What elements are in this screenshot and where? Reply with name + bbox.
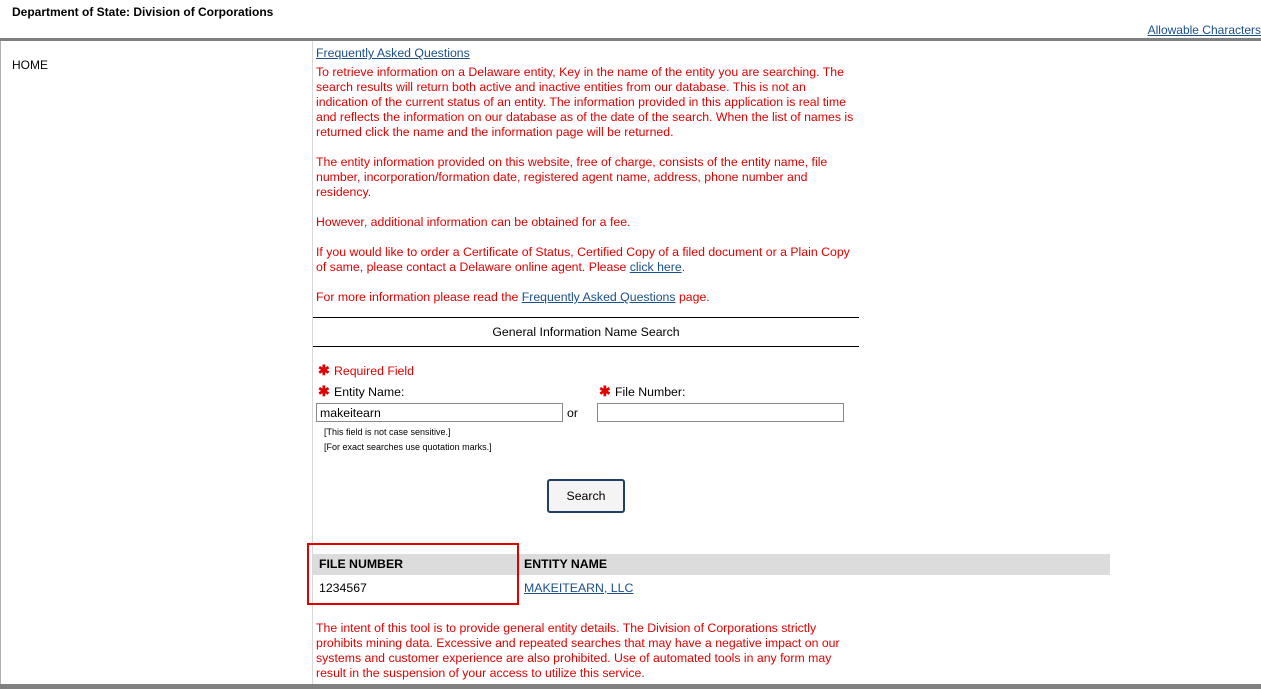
result-file-number: 1234567 [319,581,367,595]
bottom-divider [0,684,1261,689]
search-section-header [313,317,859,347]
required-asterisk-icon: ✱ [318,383,330,399]
required-asterisk-icon: ✱ [599,383,611,399]
column-header-file-number: FILE NUMBER [319,557,404,571]
required-asterisk-icon: ✱ [318,362,330,378]
entity-name-input[interactable] [316,403,563,422]
case-sensitivity-hint: [This field is not case sensitive.] [324,427,451,437]
intro-paragraph-2: The entity information provided on this website, free of charge, consists of the entity name, file number, incorporation/formation date, registered agent name, address, phone number and residency. [316,155,828,199]
page-title: Department of State: Division of Corporations [12,5,274,19]
click-here-link[interactable]: click here [629,260,682,274]
required-field-legend [318,362,414,380]
para4-end: . [681,260,686,274]
para4-text: If you would like to order a Certificate of Status, Certified Copy of a filed document or a Plain Copy of same, please contact a Delaware online agent. Please [316,245,850,274]
intro-paragraph-4 [316,245,861,275]
file-number-label [599,383,685,400]
para5-text: For more information please read the [316,290,522,304]
search-section-title: General Information Name Search [492,325,680,339]
intro-paragraph-5 [316,290,861,305]
nav-divider [312,41,313,684]
usage-notice: The intent of this tool is to provide general entity details. The Division of Corporations strictly prohibits mining data. Excessive and repeated searches that may have a negative impact on our systems and customer experience are also prohibited. Use of automated tools in any form may result in the suspension of your access to utilize this service. [316,621,840,680]
file-number-input[interactable] [597,403,844,422]
intro-paragraph-3: However, additional information can be obtained for a fee. [316,215,631,229]
file-number-label-text: File Number: [615,385,686,399]
faq-link-inline[interactable]: Frequently Asked Questions [521,290,676,304]
allowable-characters-link[interactable]: Allowable Characters [1147,23,1261,37]
nav-home-link[interactable]: HOME [12,58,48,72]
entity-name-label-text: Entity Name: [334,385,405,399]
faq-link-top[interactable]: Frequently Asked Questions [316,46,470,60]
intro-section [316,46,861,305]
search-button[interactable]: Search [547,479,625,513]
intro-paragraph-1: To retrieve information on a Delaware entity, Key in the name of the entity you are searching. The search results will return both active and inactive entities from our database. This is not an indication of the current status of an entity. The information provided in this application is real time and reflects the information on our database as of the date of the search. When the list of names is returned click the name and the information page will be returned. [316,65,854,139]
or-separator: or [567,406,578,420]
result-entity-name-link[interactable]: MAKEITEARN, LLC [524,581,634,595]
para5-end: page. [675,290,710,304]
required-field-text: Required Field [334,364,414,378]
results-table-header [313,554,1110,575]
column-header-entity-name: ENTITY NAME [524,557,608,571]
left-border [0,41,1,684]
entity-name-label [318,383,404,400]
exact-search-hint: [For exact searches use quotation marks.] [324,442,492,452]
top-divider [0,38,1261,41]
